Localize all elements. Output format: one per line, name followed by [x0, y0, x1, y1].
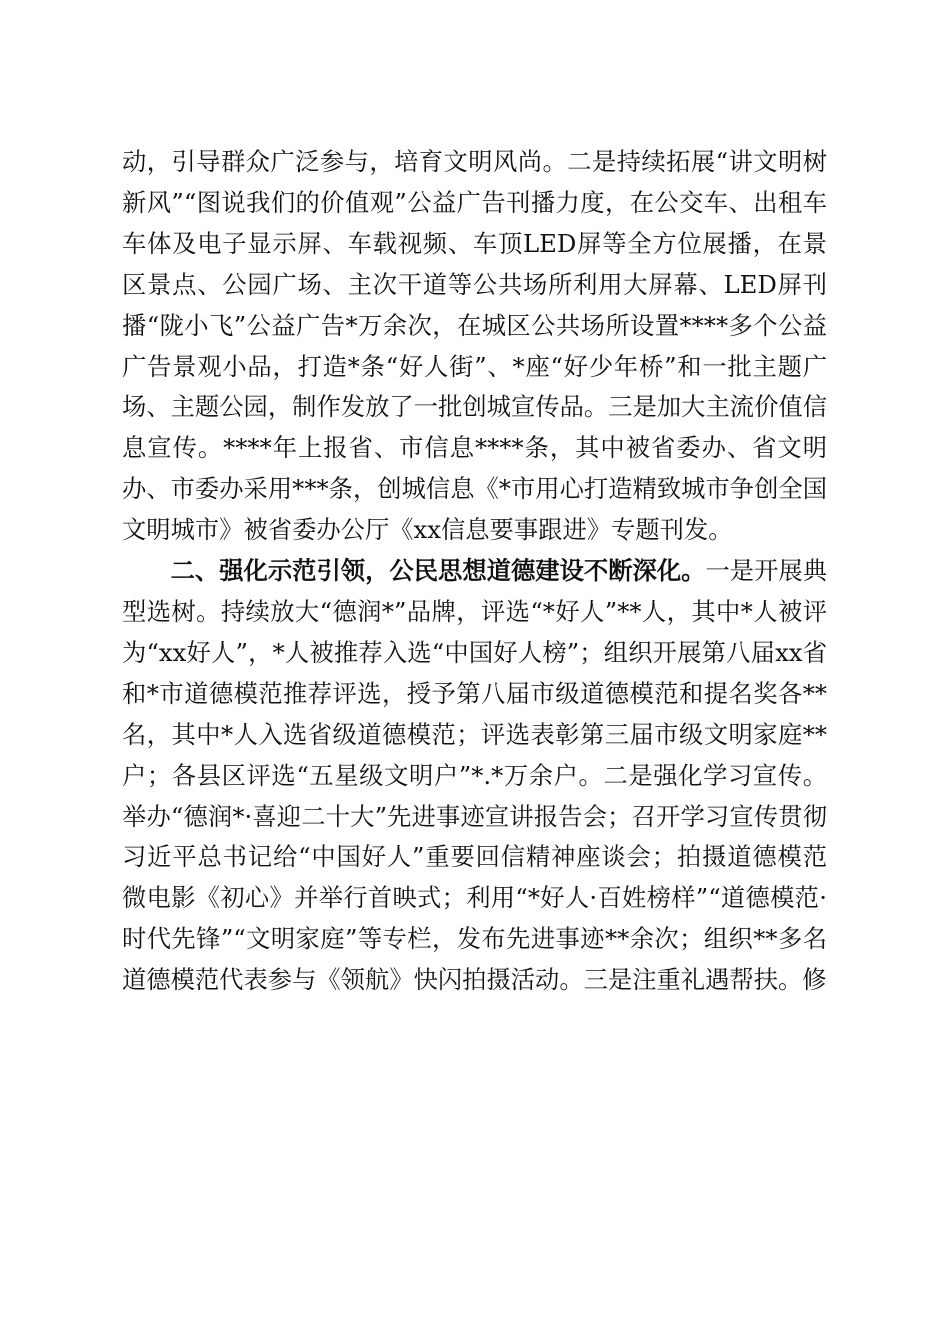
section-heading: 二、强化示范引领，公民思想道德建设不断深化。	[170, 556, 706, 586]
paragraph-continuation	[122, 142, 827, 551]
paragraph-section-two	[122, 551, 827, 1001]
paragraph-body: 动，引导群众广泛参与，培育文明风尚。二是持续拓展“讲文明树新风”“图说我们的价值观”公益广告刊播力度，在公交车、出租车车体及电子显示屏、车载视频、车顶LED屏等全方位展播，在景区景点、公园广场、主次干道等公共场所利用大屏幕、LED屏刊播“陇小飞”公益广告*万余次，在城区公共场所设置****多个公益广告景观小品，打造*条“好人街”、*座“好少年桥”和一批主题广场、主题公园，制作发放了一批创城宣传品。三是加大主流价值信息宣传。****年上报省、市信息****条，其中被省委办、省文明办、市委办采用***条，创城信息《*市用心打造精致城市争创全国文明城市》被省委办公厅《xx信息要事跟进》专题刊发。	[122, 147, 827, 545]
document-body	[122, 142, 827, 1001]
paragraph-body: 一是开展典型选树。持续放大“德润*”品牌，评选“*好人”**人，其中*人被评为“xx好人”，*人被推荐入选“中国好人榜”；组织开展第八届xx省和*市道德模范推荐评选，授予第八届市级道德模范和提名奖各**名，其中*人入选省级道德模范；评选表彰第三届市级文明家庭**户；各县区评选“五星级文明户”*.*万余户。二是强化学习宣传。举办“德润*·喜迎二十大”先进事迹宣讲报告会；召开学习宣传贯彻习近平总书记给“中国好人”重要回信精神座谈会；拍摄道德模范微电影《初心》并举行首映式；利用“*好人·百姓榜样”“道德模范·时代先锋”“文明家庭”等专栏，发布先进事迹**余次；组织**多名道德模范代表参与《领航》快闪拍摄活动。三是注重礼遇帮扶。修	[122, 556, 827, 995]
